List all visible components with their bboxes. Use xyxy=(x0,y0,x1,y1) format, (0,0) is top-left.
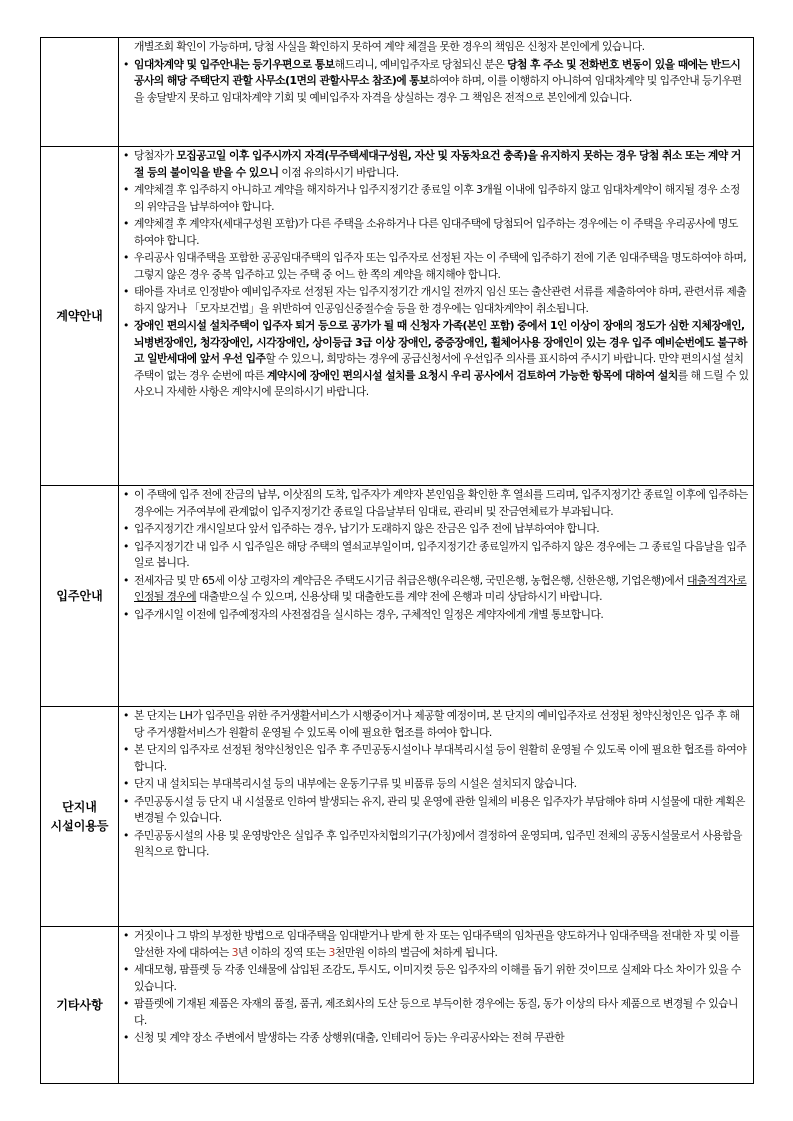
bullet-item xyxy=(123,962,749,995)
section-label xyxy=(41,147,119,486)
text-run: 개별조회 확인이 가능하며, 당첨 사실을 확인하지 못하여 계약 체결을 못한 경우의 책임은 신청자 본인에게 있습니다. xyxy=(134,40,645,53)
section-label-line: 단지내 xyxy=(62,799,97,814)
bullet-item xyxy=(123,742,749,775)
text-run: 모집공고일 이후 입주시까지 자격(무주택세대구성원, 자산 및 자동차요건 충족)을 유지하지 못하는 경우 당첨 취소 또는 계약 거절 등의 불이익을 받을 수 있으니 xyxy=(134,149,741,179)
text-run: 전세자금 및 만 65세 이상 고령자의 계약금은 주택도시기금 취급은행(우리은행, 국민은행, 농협은행, 신한은행, 기업은행)에서 xyxy=(134,573,688,587)
bullet-item xyxy=(123,216,749,249)
text-run: 우리공사 임대주택을 포함한 공공임대주택의 입주자 또는 입주자로 선정된 자는 이 주택에 입주하기 전에 기존 임대주택을 명도하여야 하며, 그렇지 않은 경우 중복 입주하고 있는 주택 중 어느 한 쪽의 계약을 해지해야 합니다. xyxy=(134,251,747,281)
text-run: 계약시에 장애인 편의시설 설치를 요청시 우리 공사에서 검토하여 가능한 항목에 대하여 설치 xyxy=(266,368,678,382)
bullet-item xyxy=(123,928,749,961)
section-content xyxy=(119,486,754,707)
text-run: 년 이하의 징역 또는 xyxy=(237,945,329,959)
notice-table xyxy=(40,37,754,1084)
bullet-list xyxy=(123,39,749,106)
bullet-item xyxy=(123,57,749,107)
section-label xyxy=(41,486,119,707)
text-run: 신청 및 계약 장소 주변에서 발생하는 각종 상행위(대출, 인테리어 등)는 우리공사와는 전혀 무관한 xyxy=(134,1031,565,1044)
bullet-item xyxy=(123,708,749,741)
text-run: 3 xyxy=(231,945,238,959)
section-label xyxy=(41,707,119,927)
bullet-item xyxy=(123,776,749,793)
bullet-list xyxy=(123,708,749,861)
row-other-matters xyxy=(41,927,754,1084)
section-label xyxy=(41,38,119,147)
text-run: 입주지정기간 내 입주 시 입주일은 해당 주택의 열쇠교부일이며, 입주지정기간 종료일까지 입주하지 않은 경우에는 그 종료일 다음날을 입주일로 봅니다. xyxy=(134,539,747,569)
bullet-item xyxy=(123,182,749,215)
bullet-item xyxy=(123,828,749,861)
section-label-line: 입주안내 xyxy=(56,588,103,603)
notice-table-body xyxy=(41,38,754,1084)
text-run: 단지 내 설치되는 부대복리시설 등의 내부에는 운동기구류 및 비품류 등의 시설은 설치되지 않습니다. xyxy=(134,777,577,790)
text-run: 입주개시일 이전에 입주예정자의 사전점검을 실시하는 경우, 구체적인 일정은 계약자에게 개별 통보합니다. xyxy=(134,607,604,621)
text-run: 계약체결 후 계약자(세대구성원 포함)가 다른 주택을 소유하거나 다른 임대주택에 당첨되어 입주하는 경우에는 이 주택을 우리공사에 명도 하여야 합니다. xyxy=(134,217,738,247)
text-run: 천만원 이하의 벌금에 처하게 됩니다. xyxy=(334,945,498,959)
bullet-item xyxy=(123,521,749,538)
bullet-item xyxy=(123,1030,749,1047)
row-move-in-notice xyxy=(41,486,754,707)
text-run: 당첨 후 주소 및 전화번호 변동이 있을 때에는 반드시 공사의 해당 주택단지 관할 사무소(1면의 관할사무소 참조)에 통보 xyxy=(134,57,741,87)
bullet-item xyxy=(123,318,749,401)
section-label-line: 시설이용등 xyxy=(50,818,109,833)
section-label-line: 기타사항 xyxy=(56,997,103,1012)
text-run: 이 주택에 입주 전에 잔금의 납부, 이삿짐의 도착, 입주자가 계약자 본인임을 확인한 후 열쇠를 드리며, 입주지정기간 종료일 이후에 입주하는 경우에는 거주여부에 관계없이 입주지정기간 종료일 다음날부터 임대료, 관리비 및 잔금연체료가 부과됩니다. xyxy=(134,488,748,518)
bullet-item xyxy=(123,573,749,606)
bullet-item xyxy=(123,794,749,827)
text-run: 거짓이나 그 밖의 부정한 방법으로 임대주택을 임대받거나 받게 한 자 또는 임대주택의 임차권을 양도하거나 임대주택을 전대한 자 및 이를 알선한 자에 대하여는 xyxy=(134,929,740,959)
text-run: 세대모형, 팜플렛 등 각종 인쇄물에 삽입된 조감도, 투시도, 이미지컷 등은 입주자의 이해를 돕기 위한 것이므로 실제와 다소 차이가 있을 수 있습니다. xyxy=(134,963,741,993)
bullet-item xyxy=(123,284,749,317)
bullet-item xyxy=(123,39,749,56)
text-run: 팜플렛에 기재된 제품은 자재의 품절, 품귀, 제조회사의 도산 등으로 부득이한 경우에는 동질, 동가 이상의 타사 제품으로 변경될 수 있습니다. xyxy=(134,997,738,1027)
section-label-line: 계약안내 xyxy=(56,308,103,323)
text-run: 주민공동시설의 사용 및 운영방안은 실입주 후 입주민자치협의기구(가칭)에서 결정하여 운영되며, 입주민 전체의 공동시설물로서 사용함을 원칙으로 합니다. xyxy=(134,828,742,858)
text-run: 계약체결 후 입주하지 아니하고 계약을 해지하거나 입주지정기간 종료일 이후 3개월 이내에 입주하지 않고 임대차계약이 해지될 경우 소정의 위약금을 납부하여야 합니다. xyxy=(134,183,740,213)
bullet-list xyxy=(123,148,749,401)
text-run: 3 xyxy=(328,945,335,959)
text-run: 이점 유의하시기 바랍니다. xyxy=(278,165,399,179)
text-run: 대출받으실 수 있으며, 신용상태 및 대출한도를 계약 전에 은행과 미리 상담하시기 바랍니다. xyxy=(196,590,603,603)
row-facility-use xyxy=(41,707,754,927)
bullet-item xyxy=(123,996,749,1029)
bullet-item xyxy=(123,607,749,624)
text-run: 장애인 편의시설 설치주택이 입주자 퇴거 등으로 공가가 될 때 신청자 가족(본인 포함) 중에서 1인 이상이 장애의 정도가 심한 지체장애인, 뇌병변장애인, 청각장애인, 시각장애인, 상이등급 3급 이상 장애인, 중증장애인, 휠체어사용 장애인이 있는 경우 입주 예비순번에도 불구하고 일반세대에 앞서 우선 입주 xyxy=(134,319,748,365)
bullet-item xyxy=(123,487,749,520)
bullet-item xyxy=(123,148,749,181)
text-run: 해드리니, 예비입주자로 당첨되신 분은 xyxy=(334,57,508,71)
text-run: 임대차계약 및 입주안내는 등기우편으로 통보 xyxy=(134,57,335,71)
text-run: 주민공동시설 등 단지 내 시설물로 인하여 발생되는 유지, 관리 및 운영에 관한 일체의 비용은 입주자가 부담해야 하며 시설물에 대한 계획은 변경될 수 있습니다. xyxy=(134,794,745,824)
section-label xyxy=(41,927,119,1084)
bullet-item xyxy=(123,539,749,572)
text-run: 당첨자가 xyxy=(134,149,177,162)
text-run: 본 단지의 입주자로 선정된 청약신청인은 입주 후 주민공동시설이나 부대복리시설 등이 원활히 운영될 수 있도록 이에 필요한 협조를 하여야 합니다. xyxy=(134,743,747,773)
text-run: 태아를 자녀로 인정받아 예비입주자로 선정된 자는 입주지정기간 개시일 전까지 임신 또는 출산관련 서류를 제출하여야 하며, 관련서류 제출하지 않거나 「모자보건법」을 위반하여 인공임신중절수술 등을 한 경우에는 임대차계약이 취소됩니다. xyxy=(134,285,747,315)
text-run: 대출적격자로 인정될 경우에 xyxy=(134,573,747,603)
text-run: 할 수 있으니, 희망하는 경우에 공급신청서에 우선입주 의사를 표시하여 주시기 바랍니다. 만약 편의시설 설치주택이 없는 경우 순번에 따른 xyxy=(134,352,744,382)
bullet-item xyxy=(123,250,749,283)
section-content xyxy=(119,707,754,927)
section-content xyxy=(119,927,754,1084)
section-content xyxy=(119,147,754,486)
bullet-list xyxy=(123,487,749,623)
text-run: 하여야 하며, 이를 이행하지 아니하여 임대차계약 및 입주안내 등기우편을 송달받지 못하고 임대차계약 기회 및 예비입주자 자격을 상실하는 경우 그 책임은 전적으로 본인에게 있습니다. xyxy=(134,74,742,104)
text-run: 본 단지는 LH가 입주민을 위한 주거생활서비스가 시행중이거나 제공할 예정이며, 본 단지의 예비입주자로 선정된 청약신청인은 입주 후 해당 주거생활서비스가 원활히 운영될 수 있도록 이에 필요한 협조를 하여야 합니다. xyxy=(134,709,740,739)
text-run: 를 해 드릴 수 있사오니 자세한 사항은 계약시에 문의하시기 바랍니다. xyxy=(134,368,749,398)
row-contract-notice xyxy=(41,147,754,486)
section-content xyxy=(119,38,754,147)
row-application-notice xyxy=(41,38,754,147)
text-run: 입주지정기간 개시일보다 앞서 입주하는 경우, 납기가 도래하지 않은 잔금은 입주 전에 납부하여야 합니다. xyxy=(134,522,600,535)
bullet-list xyxy=(123,928,749,1047)
